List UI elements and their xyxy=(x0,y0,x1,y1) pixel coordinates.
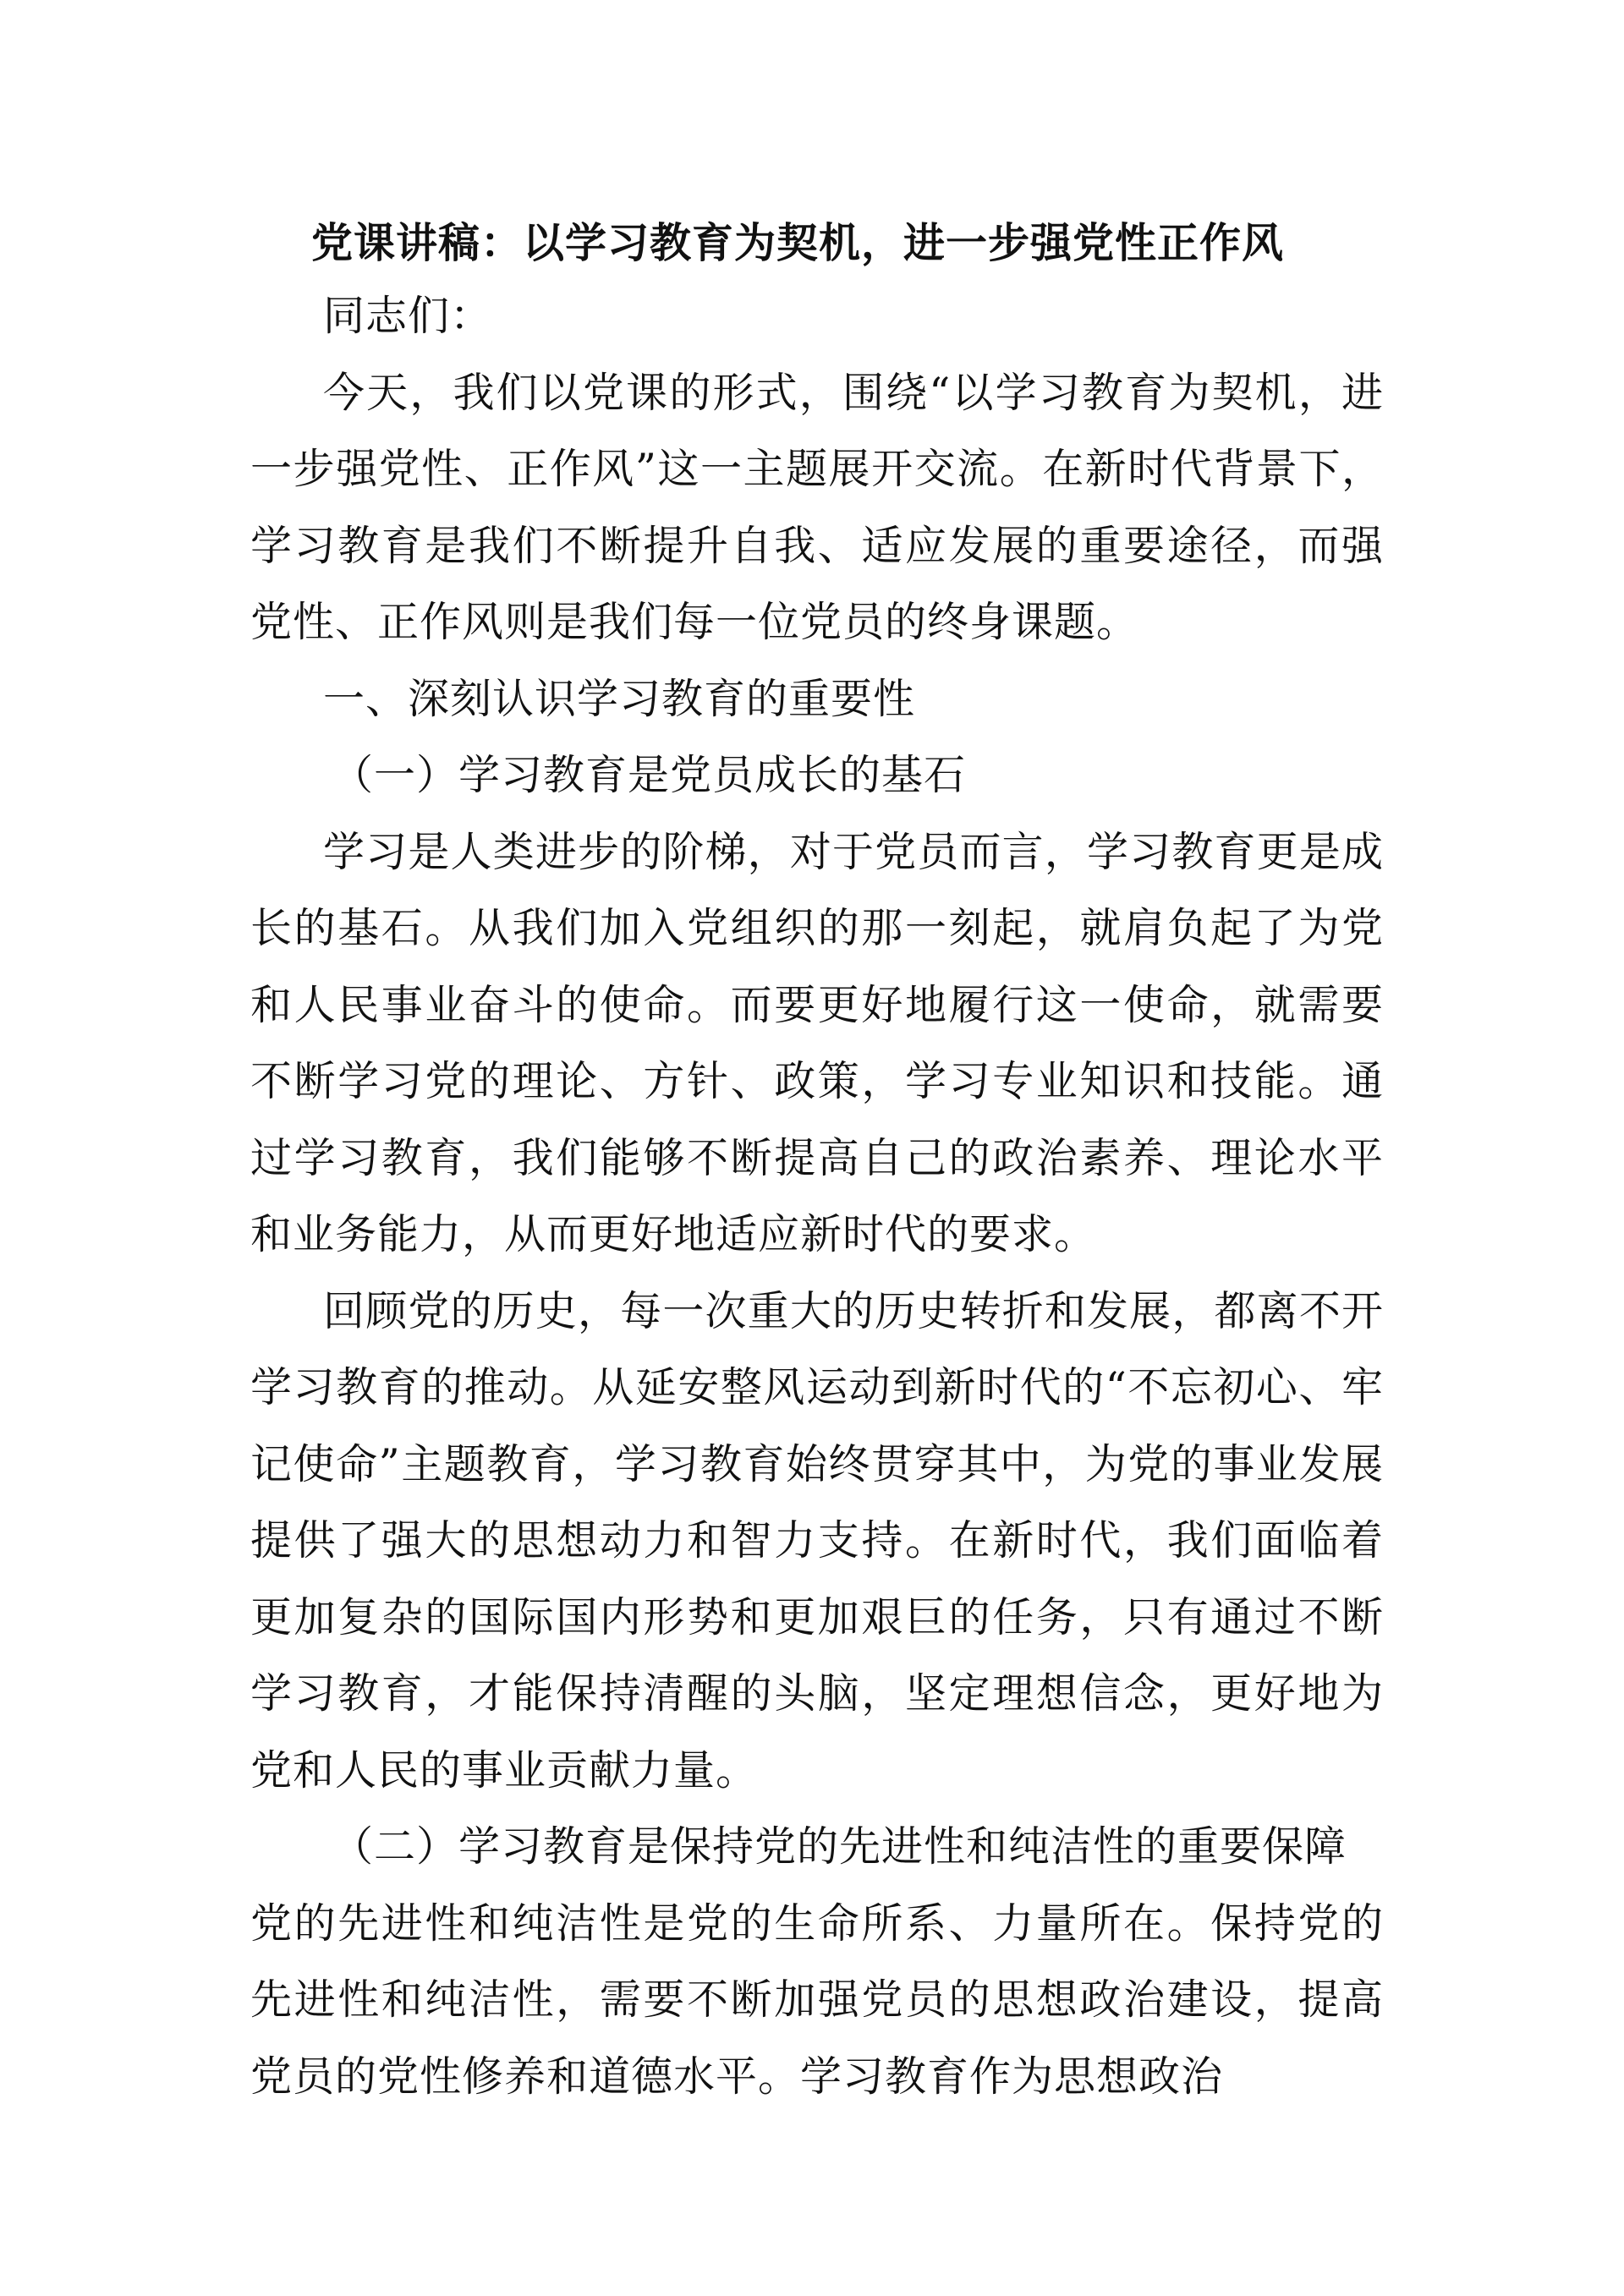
intro-paragraph: 今天，我们以党课的形式，围绕“以学习教育为契机，进一步强党性、正作风”这一主题展开交流。在新时代背景下，学习教育是我们不断提升自我、适应发展的重要途径，而强党性、正作风则是我们每一位党员的终身课题。 xyxy=(250,368,1384,646)
document-body xyxy=(250,210,1384,2115)
salutation: 同志们： xyxy=(323,292,493,340)
section-1-heading: 一、深刻认识学习教育的重要性 xyxy=(323,674,916,723)
subsection-1-paragraph-2: 回顾党的历史，每一次重大的历史转折和发展，都离不开学习教育的推动。从延安整风运动到新时代的“不忘初心、牢记使命”主题教育，学习教育始终贯穿其中，为党的事业发展提供了强大的思想动力和智力支持。在新时代，我们面临着更加复杂的国际国内形势和更加艰巨的任务，只有通过不断学习教育，才能保持清醒的头脑，坚定理想信念，更好地为党和人民的事业贡献力量。 xyxy=(250,1286,1384,1795)
subsection-1-paragraph-1: 学习是人类进步的阶梯，对于党员而言，学习教育更是成长的基石。从我们加入党组织的那一刻起，就肩负起了为党和人民事业奋斗的使命。而要更好地履行这一使命，就需要不断学习党的理论、方针、政策，学习专业知识和技能。通过学习教育，我们能够不断提高自己的政治素养、理论水平和业务能力，从而更好地适应新时代的要求。 xyxy=(250,827,1384,1258)
subsection-2-paragraph-1: 党的先进性和纯洁性是党的生命所系、力量所在。保持党的先进性和纯洁性，需要不断加强党员的思想政治建设，提高党员的党性修养和道德水平。学习教育作为思想政治 xyxy=(250,1899,1384,2101)
subsection-2-heading: （二）学习教育是保持党的先进性和纯洁性的重要保障 xyxy=(332,1822,1347,1871)
subsection-1-heading: （一）学习教育是党员成长的基石 xyxy=(332,751,967,799)
document-title: 党课讲稿：以学习教育为契机，进一步强党性正作风 xyxy=(311,219,1285,267)
